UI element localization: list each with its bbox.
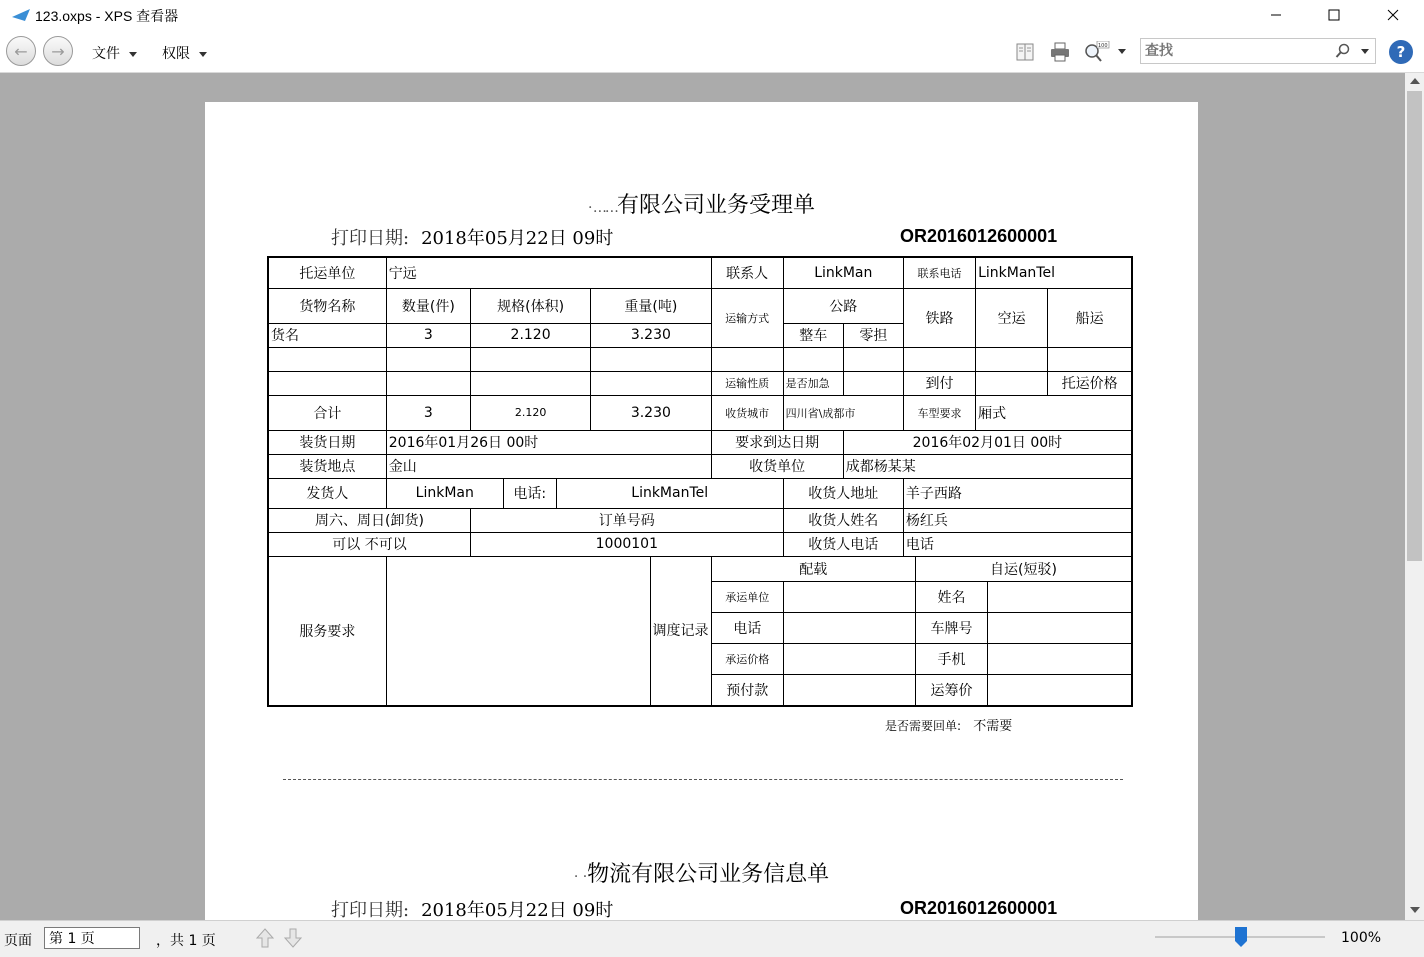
shipper-label: 托运单位	[268, 257, 386, 288]
document-viewer[interactable]	[0, 73, 1405, 920]
svg-text:100: 100	[1098, 43, 1108, 49]
print-date-label: 打印日期:	[331, 900, 410, 920]
empty-cell	[711, 347, 783, 371]
arrive-date-value: 2016年02月01日 00时	[843, 430, 1132, 454]
goods-name: 货名	[268, 323, 386, 347]
sender-phone-label: 电话:	[503, 479, 557, 508]
order-number: OR2016012600001	[900, 226, 1058, 246]
empty-cell	[843, 371, 903, 395]
minimize-icon	[1270, 9, 1282, 21]
name-value	[988, 582, 1132, 613]
title-bar	[0, 0, 1424, 32]
arrive-date-label: 要求到达日期	[711, 430, 843, 454]
total-label: 合计	[268, 395, 386, 430]
chevron-down-icon	[199, 52, 207, 57]
plate-label: 车牌号	[916, 613, 988, 644]
vehicle-label: 车型要求	[903, 395, 975, 430]
sea-label: 船运	[1048, 288, 1132, 347]
road-label: 公路	[783, 288, 903, 323]
acceptance-form	[267, 256, 1133, 707]
previous-page-icon[interactable]	[255, 927, 275, 949]
phone-label: 联系电话	[903, 257, 975, 288]
menu-permissions-label: 权限	[162, 45, 190, 61]
forward-arrow-icon: →	[51, 41, 65, 61]
scroll-down-icon[interactable]	[1410, 907, 1420, 913]
load-date-label: 装货日期	[268, 430, 386, 454]
service-area	[386, 556, 711, 706]
sender-label: 发货人	[268, 478, 386, 508]
obscured-company-name: · ……	[588, 200, 617, 216]
load-place-label: 装货地点	[268, 454, 386, 478]
empty-cell	[386, 371, 470, 395]
sender-value: LinkMan	[415, 485, 474, 501]
outline-icon[interactable]	[1014, 41, 1036, 63]
order-number-2: OR2016012600001	[900, 898, 1058, 918]
dispatch-label: 调度记录	[650, 557, 711, 705]
empty-cell	[386, 347, 470, 371]
empty-cell	[268, 371, 386, 395]
total-qty: 3	[386, 395, 470, 430]
ltl-label: 零担	[843, 323, 903, 347]
sender-phone-value: LinkManTel	[631, 485, 709, 501]
consignee-name-label: 收货人姓名	[783, 508, 903, 532]
print-date	[331, 224, 613, 250]
urgent-label: 是否加急	[783, 371, 843, 395]
carrier-unit-value	[784, 582, 916, 613]
consignee-addr-label: 收货人地址	[783, 478, 903, 508]
print-date-value: 2018年05月22日 09时	[421, 900, 614, 920]
zoom-icon[interactable]	[1083, 41, 1113, 63]
zoom-level: 100%	[1341, 930, 1382, 946]
title-text-2: 物流有限公司业务信息单	[587, 862, 830, 887]
empty-cell	[976, 371, 1048, 395]
cod-label: 到付	[903, 371, 975, 395]
carrier-price-value	[784, 644, 916, 675]
chevron-down-icon[interactable]	[1361, 49, 1369, 54]
dispatch-subtable-cell	[711, 556, 1132, 706]
sender-cell	[386, 478, 783, 508]
total-weight: 3.230	[591, 395, 711, 430]
document-page	[205, 102, 1198, 920]
empty-cell	[903, 347, 975, 371]
freight-price-label: 托运价格	[1048, 371, 1132, 395]
consignee-phone-value: 电话	[903, 532, 1132, 556]
order-code-label: 订单号码	[470, 508, 783, 532]
menu-file[interactable]	[92, 43, 137, 63]
consignee-unit-label: 收货单位	[711, 454, 843, 478]
back-arrow-icon: ←	[14, 41, 28, 61]
phone-value: LinkManTel	[976, 257, 1132, 288]
empty-cell	[268, 347, 386, 371]
name-label: 姓名	[916, 582, 988, 613]
zoom-slider[interactable]	[1155, 936, 1325, 938]
consignee-unit-value: 成都杨某某	[843, 454, 1132, 478]
close-button[interactable]	[1364, 0, 1422, 30]
print-date-value: 2018年05月22日 09时	[421, 228, 614, 249]
page-total: ，共 1 页	[156, 933, 216, 949]
goods-label: 货物名称	[268, 288, 386, 323]
window-title: 123.oxps - XPS 查看器	[35, 8, 179, 24]
next-page-icon[interactable]	[283, 927, 303, 949]
empty-cell	[976, 347, 1048, 371]
carrier-price-label: 承运价格	[712, 644, 784, 675]
back-button[interactable]	[6, 36, 36, 66]
contact-value: LinkMan	[783, 257, 903, 288]
document-title-2	[205, 857, 1198, 888]
empty-cell	[591, 371, 711, 395]
return-receipt-note	[885, 715, 1012, 734]
chevron-down-icon	[129, 52, 137, 57]
help-icon: ?	[1396, 43, 1406, 61]
zoom-slider-handle[interactable]	[1235, 927, 1247, 947]
rail-label: 铁路	[903, 288, 975, 347]
print-date-2	[331, 896, 613, 920]
empty-cell	[843, 347, 903, 371]
dest-city-value: 四川省\成都市	[783, 395, 903, 430]
search-box[interactable]	[1140, 38, 1376, 64]
menu-file-label: 文件	[92, 45, 120, 61]
freight-value-label: 运筹价	[916, 675, 988, 705]
empty-cell	[591, 347, 711, 371]
cut-line-divider	[283, 779, 1123, 780]
stowage-label: 配载	[712, 557, 916, 582]
search-input[interactable]	[1145, 41, 1325, 61]
service-label: 服务要求	[268, 556, 386, 706]
tel-value	[784, 613, 916, 644]
vertical-scrollbar[interactable]	[1405, 73, 1424, 920]
page-label: 页面	[4, 933, 32, 949]
close-icon	[1387, 9, 1399, 21]
title-text: 有限公司业务受理单	[616, 193, 815, 218]
help-button[interactable]	[1389, 40, 1413, 64]
maximize-button[interactable]	[1305, 0, 1363, 30]
forward-button[interactable]	[43, 36, 73, 66]
total-spec: 2.120	[470, 395, 590, 430]
contact-label: 联系人	[711, 257, 783, 288]
empty-cell	[783, 347, 843, 371]
page-number-input[interactable]	[44, 927, 140, 949]
minimize-button[interactable]	[1247, 0, 1305, 30]
self-transport-label: 自运(短驳)	[916, 557, 1132, 582]
shipper-value: 宁远	[386, 257, 711, 288]
weekend-value: 可以 不可以	[268, 532, 470, 556]
mobile-value	[988, 644, 1132, 675]
mobile-label: 手机	[916, 644, 988, 675]
menu-permissions[interactable]	[162, 43, 207, 63]
dest-city-label: 收货城市	[711, 395, 783, 430]
weekend-label: 周六、周日(卸货)	[268, 508, 470, 532]
full-truck-label: 整车	[783, 323, 843, 347]
empty-cell	[470, 371, 590, 395]
scrollbar-thumb[interactable]	[1407, 91, 1422, 561]
print-date-label: 打印日期:	[331, 228, 410, 249]
goods-spec: 2.120	[470, 323, 590, 347]
load-date-value: 2016年01月26日 00时	[386, 430, 711, 454]
transport-nature-label: 运输性质	[711, 371, 783, 395]
scroll-up-icon[interactable]	[1410, 78, 1420, 84]
search-icon[interactable]	[1335, 43, 1351, 59]
obscured-company-name: · ·	[573, 869, 588, 885]
prepaid-value	[784, 675, 916, 705]
print-icon[interactable]	[1049, 41, 1071, 63]
consignee-name-value: 杨红兵	[903, 508, 1132, 532]
qty-label: 数量(件)	[386, 288, 470, 323]
order-code-value: 1000101	[470, 532, 783, 556]
air-label: 空运	[976, 288, 1048, 347]
dispatch-subtable	[712, 557, 1132, 705]
load-place-value: 金山	[386, 454, 711, 478]
xps-app-icon	[12, 9, 30, 21]
prepaid-label: 预付款	[712, 675, 784, 705]
weight-label: 重量(吨)	[591, 288, 711, 323]
goods-qty: 3	[386, 323, 470, 347]
chevron-down-icon[interactable]	[1118, 49, 1126, 54]
consignee-phone-label: 收货人电话	[783, 532, 903, 556]
empty-cell	[1048, 347, 1132, 371]
goods-weight: 3.230	[591, 323, 711, 347]
transport-mode-label: 运输方式	[711, 288, 783, 347]
spec-label: 规格(体积)	[470, 288, 590, 323]
freight-value-value	[988, 675, 1132, 705]
plate-value	[988, 613, 1132, 644]
status-bar	[0, 920, 1424, 957]
carrier-unit-label: 承运单位	[712, 582, 784, 613]
document-title	[205, 188, 1198, 219]
vehicle-value: 厢式	[976, 395, 1132, 430]
consignee-addr-value: 羊子西路	[903, 478, 1132, 508]
return-receipt-value: 不需要	[973, 719, 1013, 734]
maximize-icon	[1328, 9, 1340, 21]
empty-cell	[470, 347, 590, 371]
return-receipt-label: 是否需要回单:	[885, 719, 962, 733]
tel-label: 电话	[712, 613, 784, 644]
